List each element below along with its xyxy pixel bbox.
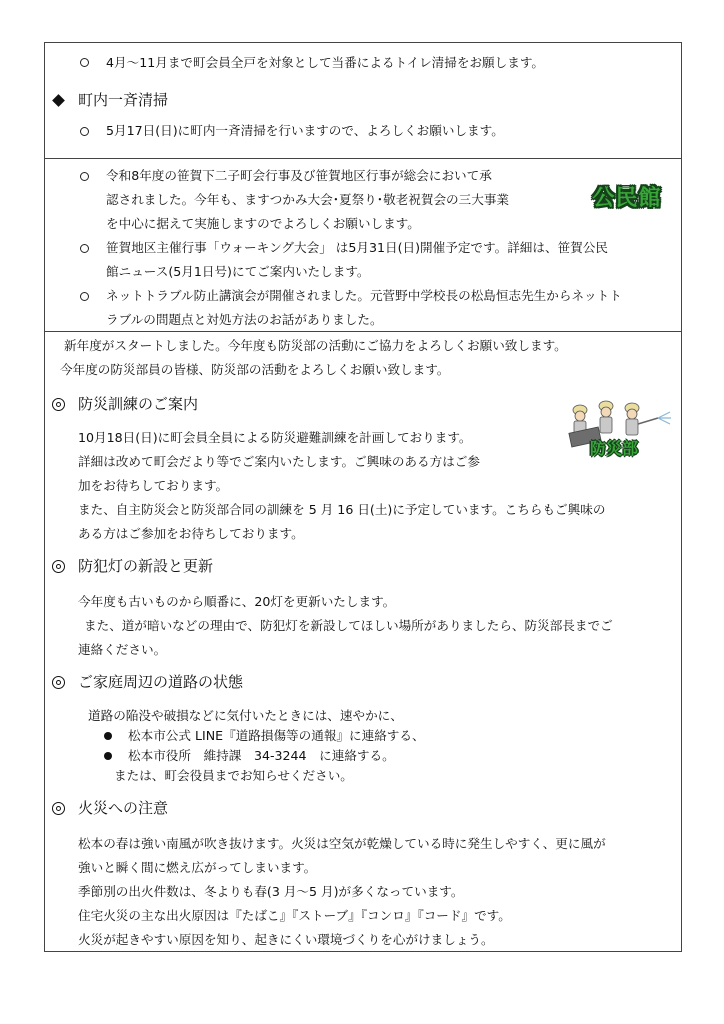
road-line1: 道路の陥没や破損などに気付いたときには、速やかに、 <box>88 708 403 723</box>
divider-top <box>44 42 682 43</box>
double-circle-icon <box>52 560 65 573</box>
double-circle-icon <box>52 398 65 411</box>
fire-line3: 季節別の出火件数は、冬よりも春(3 月～5 月)が多くなっています。 <box>78 884 464 899</box>
fire-line4: 住宅火災の主な出火原因は『たばこ』『ストーブ』『コンロ』『コード』です。 <box>78 908 511 923</box>
circle-bullet <box>80 172 89 181</box>
divider-kominkan <box>44 158 682 159</box>
divider-bosai <box>44 331 682 332</box>
circle-bullet <box>80 292 89 301</box>
kominkan-item1-line1: 令和8年度の笹賀下二子町会行事及び笹賀地区行事が総会において承 <box>106 168 492 183</box>
circle-bullet <box>80 127 89 136</box>
kominkan-logo <box>578 176 676 216</box>
fire-heading: 火災への注意 <box>78 799 169 817</box>
kominkan-item2-line1: 笹賀地区主催行事「ウォーキング大会」 は5月31日(日)開催予定です。詳細は、笹賀公民 <box>106 240 608 255</box>
worker-icon <box>625 403 639 435</box>
road-bullet2: 松本市役所 維持課 34-3244 に連絡する。 <box>128 748 395 763</box>
streetlight-heading: 防犯灯の新設と更新 <box>78 557 214 575</box>
kominkan-logo-text: 公民館 <box>592 185 662 211</box>
streetlight-line3: 連絡ください。 <box>78 642 167 657</box>
town-cleanup-heading: 町内一斉清掃 <box>78 91 169 109</box>
kominkan-item3-line2: ラブルの問題点と対処方法のお話がありました。 <box>106 312 383 327</box>
drill-line1: 10月18日(日)に町会員全員による防災避難訓練を計画しております。 <box>78 430 472 445</box>
drill-heading: 防災訓練のご案内 <box>78 395 199 413</box>
circle-bullet <box>80 244 89 253</box>
kominkan-item3-line1: ネットトラブル防止講演会が開催されました。元菅野中学校長の松島恒志先生からネットト <box>106 288 622 303</box>
town-cleanup-text: 5月17日(日)に町内一斉清掃を行いますので、よろしくお願いします。 <box>106 123 504 138</box>
fire-line2: 強いと瞬く間に燃え広がってしまいます。 <box>78 860 317 875</box>
streetlight-line2: また、道が暗いなどの理由で、防犯灯を新設してほしい場所がありましたら、防災部長までご <box>84 618 613 633</box>
worker-icon <box>599 401 613 433</box>
drill-line4: また、自主防災会と防災部合同の訓練を 5 月 16 日(土)に予定しています。こちらもご興味の <box>78 502 606 517</box>
fire-line1: 松本の春は強い南風が吹き抜けます。火災は空気が乾燥している時に発生しやすく、更に風が <box>78 836 606 851</box>
fire-line5: 火災が起きやすい原因を知り、起きにくい環境づくりを心がけましょう。 <box>78 932 494 947</box>
kominkan-item1-line2: 認されました。今年も、ますつかみ大会･夏祭り･敬老祝賀会の三大事業 <box>106 192 509 207</box>
double-circle-icon <box>52 802 65 815</box>
kominkan-item1-line3: を中心に据えて実施しますのでよろしくお願いします。 <box>106 216 420 231</box>
road-heading: ご家庭周辺の道路の状態 <box>78 673 244 691</box>
bosai-logo-text: 防災部 <box>590 439 639 458</box>
double-circle-icon <box>52 676 65 689</box>
bullet-dot <box>104 752 112 760</box>
bullet-dot <box>104 732 112 740</box>
streetlight-line1: 今年度も古いものから順番に、20灯を更新いたします。 <box>78 594 396 609</box>
circle-bullet <box>80 58 89 67</box>
drill-line3: 加をお待ちしております。 <box>78 478 229 493</box>
road-line2: または、町会役員までお知らせください。 <box>114 768 353 783</box>
bosai-intro1: 新年度がスタートしました。今年度も防災部の活動にご協力をよろしくお願い致します。 <box>64 338 567 353</box>
divider-bottom <box>44 951 682 952</box>
kominkan-item2-line2: 館ニュース(5月1日号)にてご案内いたします。 <box>106 264 370 279</box>
toilet-cleaning-text: 4月～11月まで町会員全戸を対象として当番によるトイレ清掃をお願します。 <box>106 55 544 70</box>
drill-line2: 詳細は改めて町会だより等でご案内いたします。ご興味のある方はご参 <box>78 454 480 469</box>
road-bullet1: 松本市公式 LINE『道路損傷等の通報』に連絡する、 <box>128 728 425 743</box>
bosai-intro2: 今年度の防災部員の皆様、防災部の活動をよろしくお願い致します。 <box>60 362 450 377</box>
drill-line5: ある方はご参加をお待ちしております。 <box>78 526 304 541</box>
